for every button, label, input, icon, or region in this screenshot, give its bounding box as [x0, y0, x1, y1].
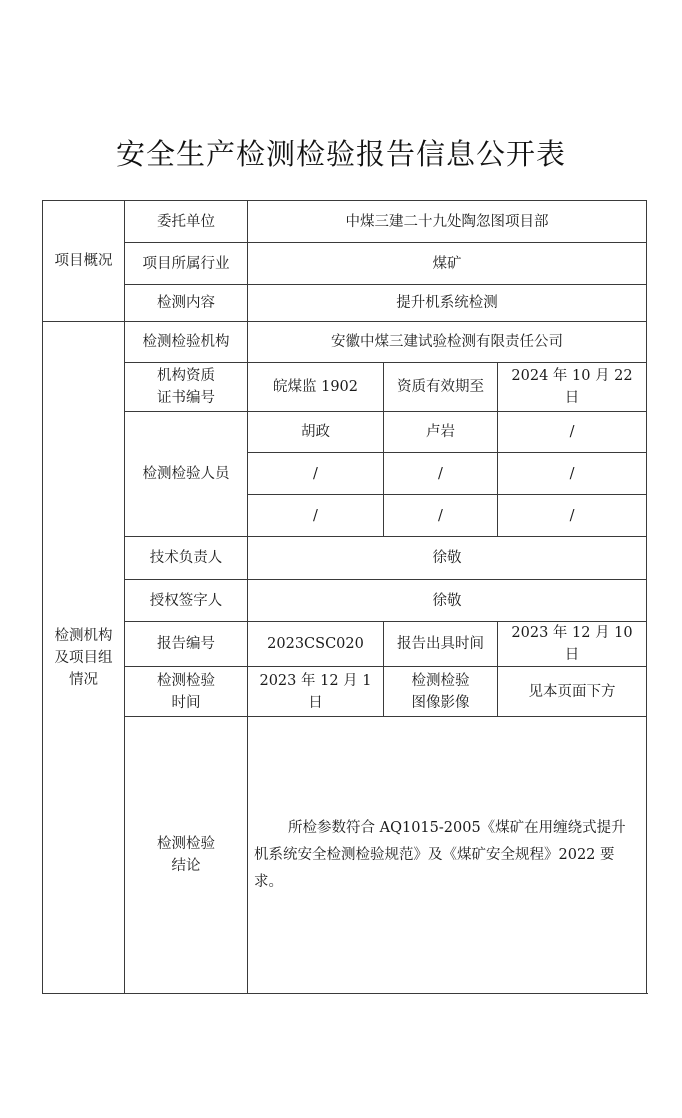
report-no-label: 报告编号: [125, 622, 248, 667]
table-row: [43, 412, 647, 453]
table-row: [43, 243, 647, 285]
image-value: 见本页面下方: [498, 667, 647, 717]
section-label-line: 结论: [171, 858, 201, 874]
personnel-label: 检测检验人员: [125, 412, 248, 537]
cert-label: [125, 363, 248, 412]
image-label: [384, 667, 498, 717]
cert-value: 皖煤监 1902: [248, 363, 384, 412]
client-value: 中煤三建二十九处陶忽图项目部: [248, 201, 647, 243]
personnel-cell: /: [498, 453, 647, 495]
section-label-conclusion: [125, 717, 248, 994]
client-label: 委托单位: [125, 201, 248, 243]
cert-label-line: 证书编号: [157, 390, 215, 406]
issue-date-value: 2023 年 12 月 10 日: [498, 622, 647, 667]
report-no-value: 2023CSC020: [248, 622, 384, 667]
personnel-cell: 胡政: [248, 412, 384, 453]
test-time-label: [125, 667, 248, 717]
personnel-cell: /: [384, 453, 498, 495]
section-label-line: 检测机构: [54, 627, 113, 644]
table-row: [43, 285, 647, 322]
table-row: [43, 622, 647, 667]
industry-label: 项目所属行业: [125, 243, 248, 285]
validity-value: 2024 年 10 月 22 日: [498, 363, 647, 412]
section-label-line: 及项目组: [54, 649, 113, 666]
section-label-line: 情况: [69, 671, 98, 688]
table-row: [43, 322, 647, 363]
conclusion-cell: [248, 717, 647, 994]
table-row: [43, 580, 647, 622]
table-row: [43, 537, 647, 580]
tech-lead-value: 徐敬: [248, 537, 647, 580]
image-label-line: 图像影像: [411, 694, 470, 711]
institution-value: 安徽中煤三建试验检测有限责任公司: [248, 322, 647, 363]
personnel-cell: /: [498, 495, 647, 537]
signer-value: 徐敬: [248, 580, 647, 622]
content-label: 检测内容: [125, 285, 248, 322]
institution-label: 检测检验机构: [125, 322, 248, 363]
info-disclosure-table: [42, 200, 647, 994]
issue-date-label: 报告出具时间: [384, 622, 498, 667]
table-row: [43, 201, 647, 243]
industry-value: 煤矿: [248, 243, 647, 285]
signer-label: 授权签字人: [125, 580, 248, 622]
personnel-cell: /: [498, 412, 647, 453]
test-time-label-line: 检测检验: [157, 672, 215, 689]
table-row: [43, 363, 647, 412]
test-time-label-line: 时间: [171, 694, 201, 711]
image-label-line: 检测检验: [411, 672, 470, 689]
personnel-cell: /: [248, 495, 384, 537]
personnel-cell: /: [384, 495, 498, 537]
section-label-organization: [43, 322, 125, 994]
section-label-line: 检测检验: [157, 836, 215, 852]
table-row: [43, 717, 647, 994]
table-row: [43, 667, 647, 717]
personnel-cell: /: [248, 453, 384, 495]
section-label-overview: 项目概况: [43, 201, 125, 322]
validity-label: 资质有效期至: [384, 363, 498, 412]
tech-lead-label: 技术负责人: [125, 537, 248, 580]
personnel-cell: 卢岩: [384, 412, 498, 453]
conclusion-text: 所检参数符合 AQ1015-2005《煤矿在用缠绕式提升机系统安全检测检验规范》及《煤矿安全规程》2022 要求。: [254, 819, 626, 890]
content-value: 提升机系统检测: [248, 285, 647, 322]
cert-label-line: 机构资质: [157, 368, 215, 384]
test-time-value: 2023 年 12 月 1 日: [248, 667, 384, 717]
page-title: 安全生产检测检验报告信息公开表: [115, 137, 566, 171]
